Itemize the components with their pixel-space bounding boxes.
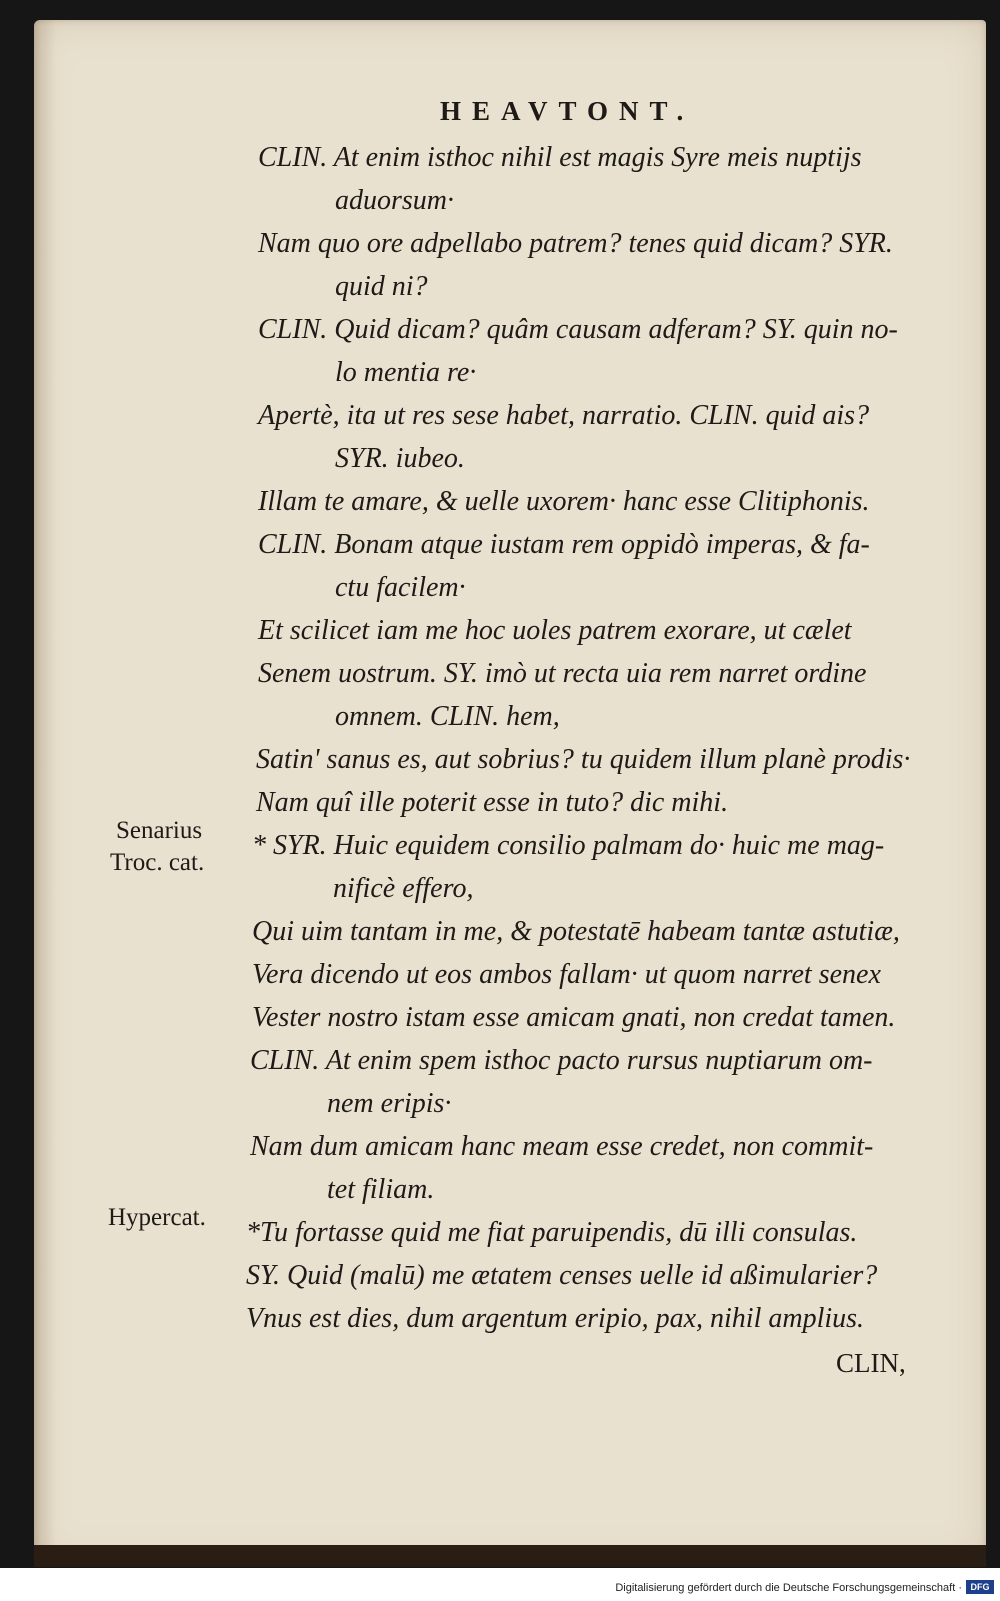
verse-line: Illam te amare, & uelle uxorem· hanc esse Clitiphonis.: [258, 486, 870, 517]
verse-line: aduorsum·: [335, 185, 455, 216]
verse-line: Et scilicet iam me hoc uoles patrem exorare, ut cælet: [258, 615, 852, 646]
dfg-logo: DFG: [966, 1580, 994, 1594]
verse-line: Satin' sanus es, aut sobrius? tu quidem illum planè prodis·: [256, 744, 911, 775]
verse-line: *Tu fortasse quid me fiat paruipendis, dū illi consulas.: [246, 1217, 858, 1248]
verse-line: tet filiam.: [327, 1174, 435, 1205]
verse-line: Vnus est dies, dum argentum eripio, pax, nihil amplius.: [246, 1303, 865, 1334]
verse-line: Qui uim tantam in me, & potestatē habeam tantæ astutiæ,: [252, 916, 900, 947]
verse-line: SYR. iubeo.: [335, 443, 465, 474]
verse-line: Nam dum amicam hanc meam esse credet, non commit-: [250, 1131, 874, 1162]
margin-note-hypercat: Hypercat.: [108, 1204, 206, 1231]
verse-line: SY. Quid (malū) me ætatem censes uelle id aßimularier?: [246, 1260, 878, 1291]
verse-line: omnem. CLIN. hem,: [335, 701, 560, 732]
verse-line: ctu facilem·: [335, 572, 466, 603]
verse-line: lo mentia re·: [335, 357, 477, 388]
page-bottom-edge: [34, 1545, 986, 1567]
verse-line: * SYR. Huic equidem consilio palmam do· huic me mag-: [252, 830, 885, 861]
verse-line: Senem uostrum. SY. imò ut recta uia rem narret ordine: [258, 658, 867, 689]
catchword: CLIN,: [836, 1348, 906, 1378]
margin-note-troc-cat: Troc. cat.: [110, 849, 205, 876]
running-head: HEAVTONT.: [440, 96, 695, 126]
footer-credit: Digitalisierung gefördert durch die Deutsche Forschungsgemeinschaft ·: [615, 1582, 962, 1594]
verse-line: CLIN. At enim spem isthoc pacto rursus nuptiarum om-: [250, 1045, 873, 1076]
verse-line: nem eripis·: [327, 1088, 452, 1119]
verse-line: Apertè, ita ut res sese habet, narratio. CLIN. quid ais?: [258, 400, 870, 431]
verse-line: Vester nostro istam esse amicam gnati, non credat tamen.: [252, 1002, 896, 1033]
verse-line: CLIN. Quid dicam? quâm causam adferam? SY. quin no-: [258, 314, 898, 345]
verse-line: nificè effero,: [333, 873, 474, 904]
verse-line: CLIN. Bonam atque iustam rem oppidò imperas, & fa-: [258, 529, 870, 560]
verse-line: quid ni?: [335, 271, 428, 302]
verse-line: Nam quo ore adpellabo patrem? tenes quid dicam? SYR.: [258, 228, 893, 259]
verse-line: Nam quî ille poterit esse in tuto? dic mihi.: [256, 787, 729, 818]
verse-line: CLIN. At enim isthoc nihil est magis Syre meis nuptijs: [258, 142, 862, 173]
margin-note-senarius: Senarius: [116, 817, 203, 844]
verse-line: Vera dicendo ut eos ambos fallam· ut quom narret senex: [252, 959, 881, 990]
